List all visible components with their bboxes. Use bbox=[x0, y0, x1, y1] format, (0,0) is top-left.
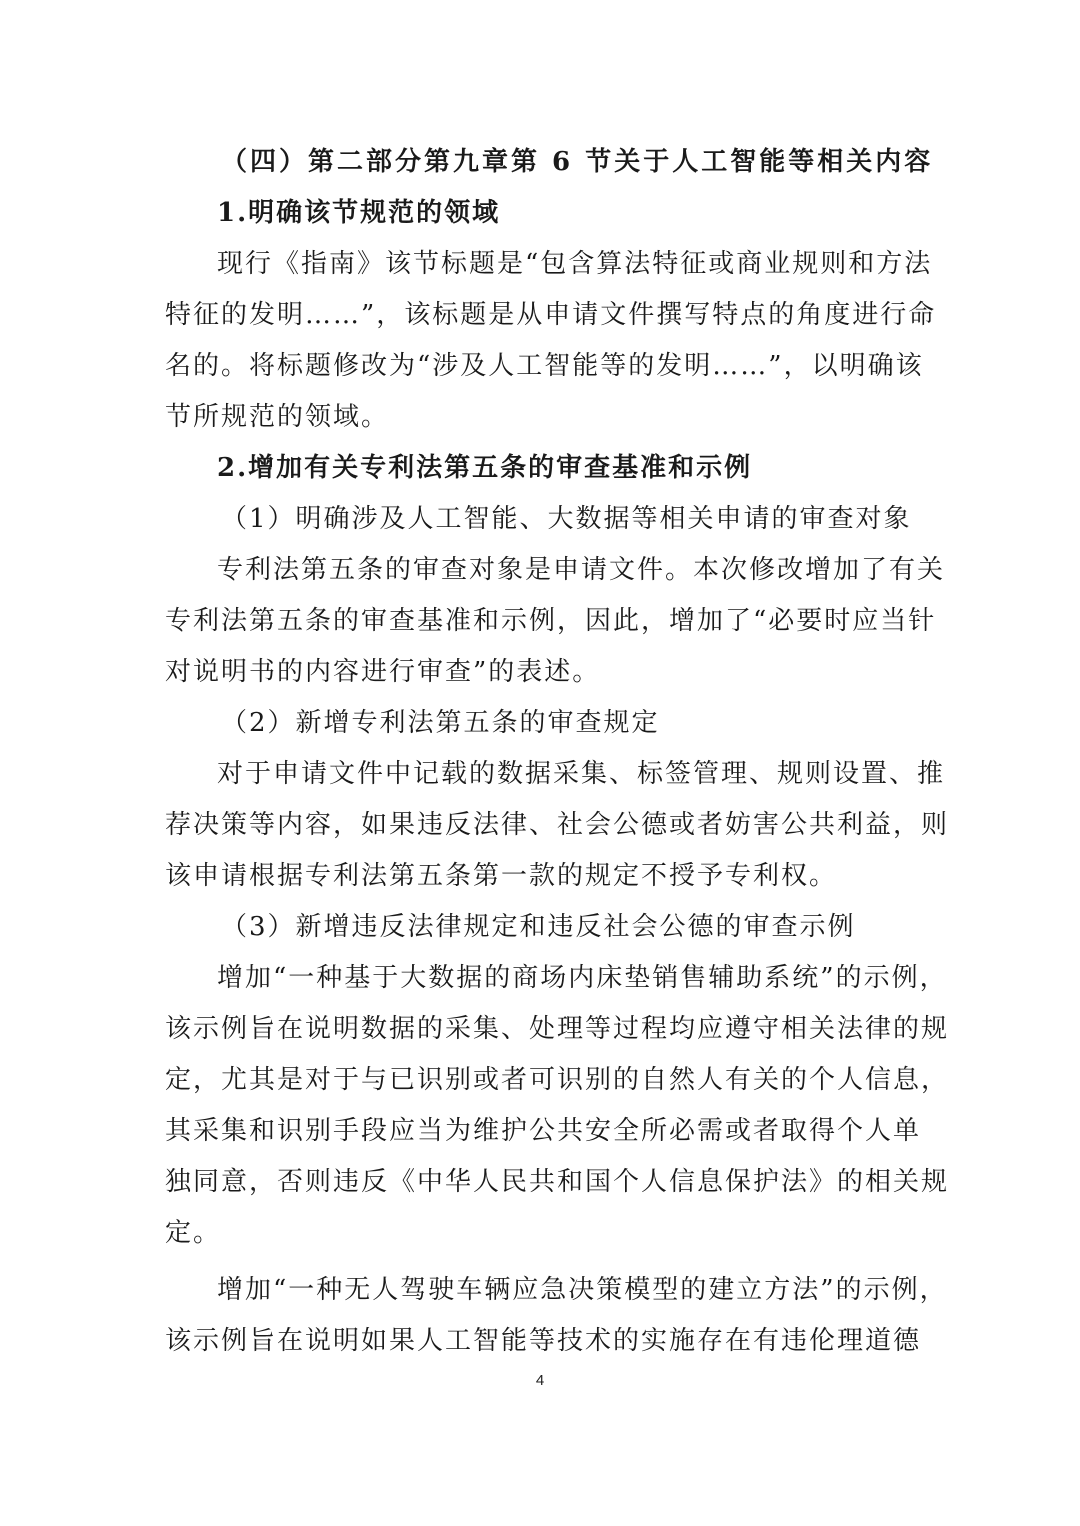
paragraph-2 bbox=[165, 545, 946, 698]
paragraph-line: 定。 bbox=[165, 1218, 222, 1248]
paragraph-line: 现行《指南》该节标题是“包含算法特征或商业规则和方法 bbox=[217, 249, 933, 279]
paragraph-line: 专利法第五条的审查基准和示例，因此，增加了“必要时应当针 bbox=[165, 606, 937, 636]
paragraph-line: 荐决策等内容，如果违反法律、社会公德或者妨害公共利益，则 bbox=[165, 810, 950, 840]
paragraph-line: 名的。将标题修改为“涉及人工智能等的发明……”，以明确该 bbox=[165, 351, 924, 381]
paragraph-4 bbox=[165, 953, 950, 1259]
subheading-item-3: （3）新增违反法律规定和违反社会公德的审查示例 bbox=[221, 912, 856, 942]
subheading-item-2: （2）新增专利法第五条的审查规定 bbox=[221, 708, 660, 738]
paragraph-line: 该申请根据专利法第五条第一款的规定不授予专利权。 bbox=[165, 861, 838, 891]
paragraph-line: 对说明书的内容进行审查”的表述。 bbox=[165, 657, 601, 687]
paragraph-3 bbox=[165, 749, 950, 902]
paragraph-line: 定，尤其是对于与已识别或者可识别的自然人有关的个人信息， bbox=[165, 1065, 950, 1095]
paragraph-line: 增加“一种基于大数据的商场内床垫销售辅助系统”的示例， bbox=[217, 963, 948, 993]
heading-2: 2.增加有关专利法第五条的审查基准和示例 bbox=[217, 453, 753, 483]
paragraph-1 bbox=[165, 239, 937, 443]
heading-1: 1.明确该节规范的领域 bbox=[217, 198, 501, 228]
paragraph-line: 该示例旨在说明数据的采集、处理等过程均应遵守相关法律的规 bbox=[165, 1014, 950, 1044]
section-title: （四）第二部分第九章第 6 节关于人工智能等相关内容 bbox=[221, 147, 934, 177]
paragraph-line: 特征的发明……”，该标题是从申请文件撰写特点的角度进行命 bbox=[165, 300, 937, 330]
paragraph-line: 独同意，否则违反《中华人民共和国个人信息保护法》的相关规 bbox=[165, 1167, 950, 1197]
paragraph-line: 对于申请文件中记载的数据采集、标签管理、规则设置、推 bbox=[217, 759, 946, 789]
paragraph-line: 增加“一种无人驾驶车辆应急决策模型的建立方法”的示例， bbox=[217, 1275, 948, 1305]
document-body bbox=[165, 137, 950, 1367]
paragraph-line: 节所规范的领域。 bbox=[165, 402, 390, 432]
subheading-item-1: （1）明确涉及人工智能、大数据等相关申请的审查对象 bbox=[221, 504, 912, 534]
paragraph-line: 其采集和识别手段应当为维护公共安全所必需或者取得个人单 bbox=[165, 1116, 922, 1146]
paragraph-5 bbox=[165, 1265, 948, 1367]
paragraph-line: 该示例旨在说明如果人工智能等技术的实施存在有违伦理道德 bbox=[165, 1326, 922, 1356]
page-number: 4 bbox=[535, 1372, 545, 1389]
paragraph-line: 专利法第五条的审查对象是申请文件。本次修改增加了有关 bbox=[217, 555, 946, 585]
